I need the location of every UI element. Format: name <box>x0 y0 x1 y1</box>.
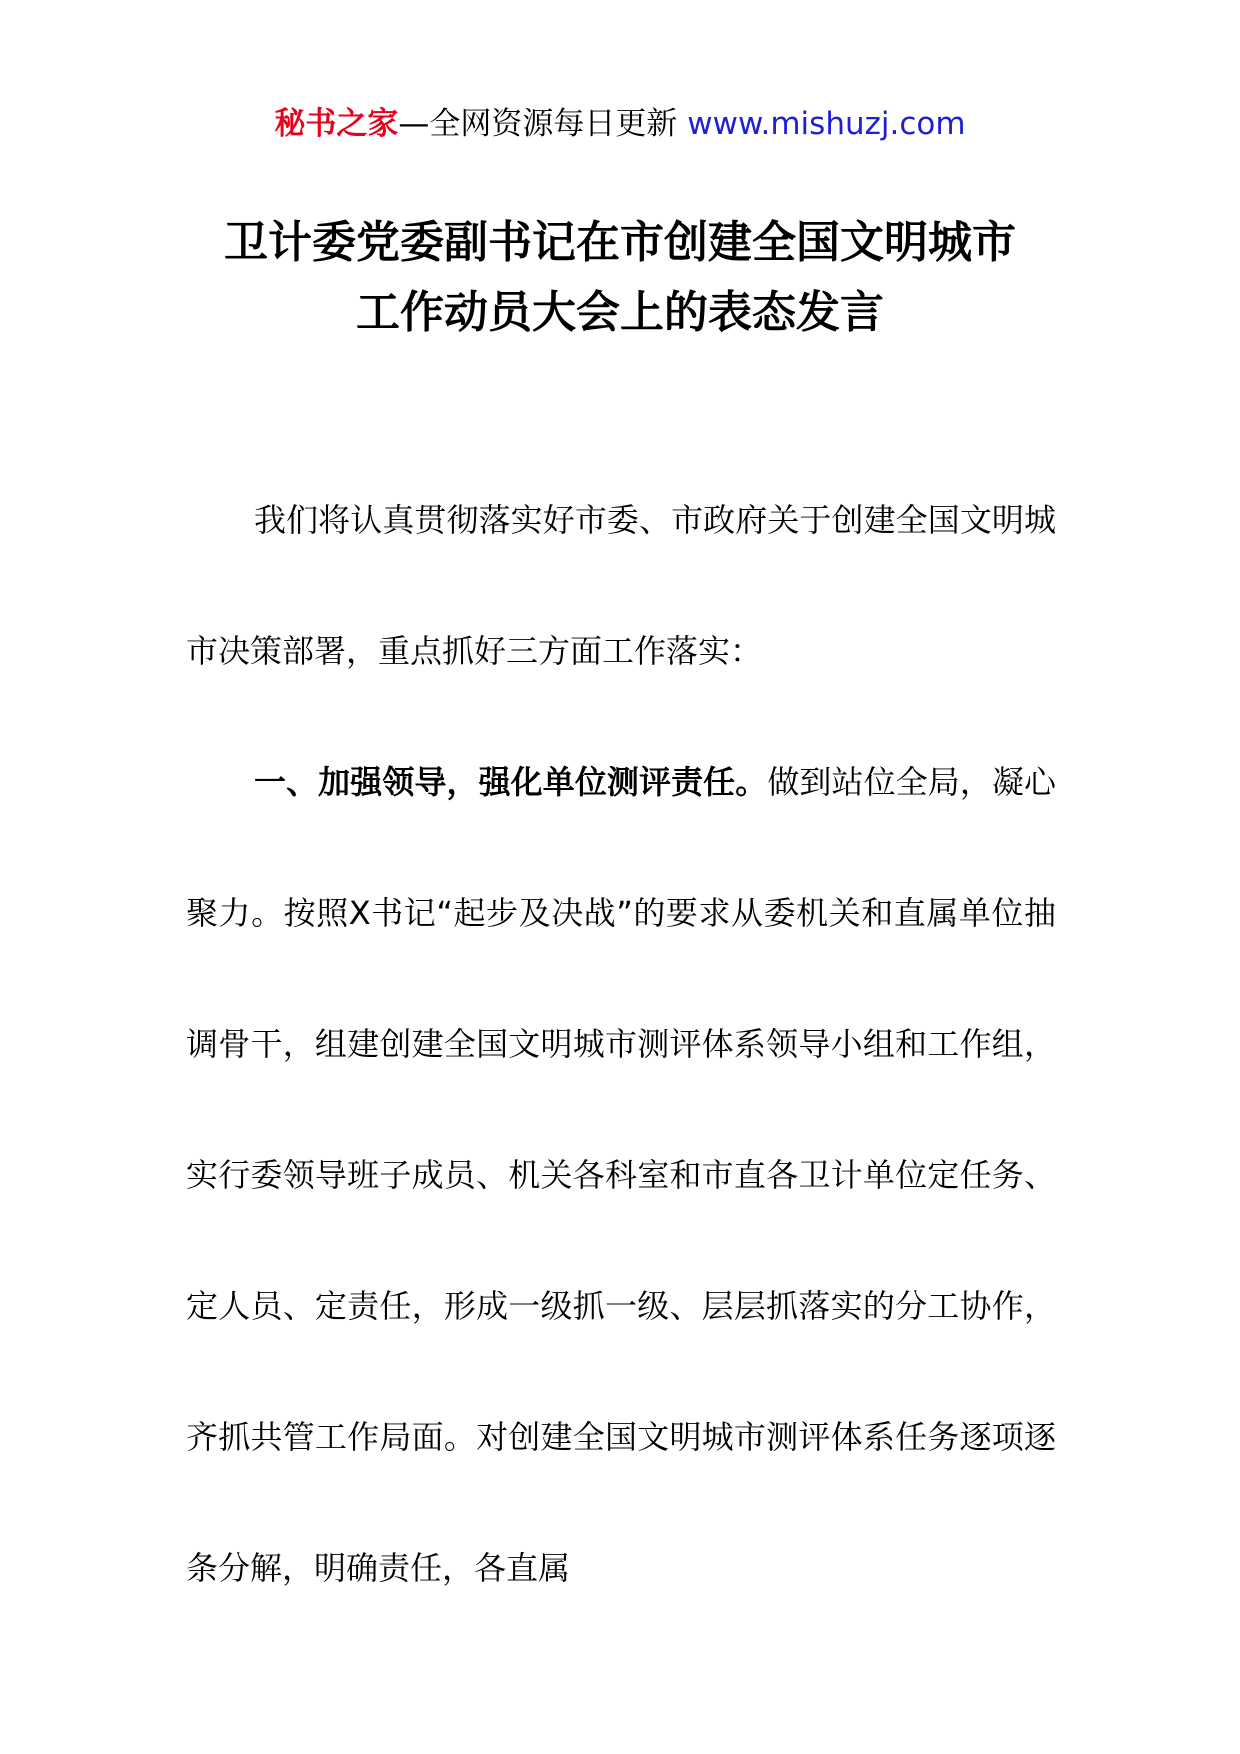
paragraph-intro: 我们将认真贯彻落实好市委、市政府关于创建全国文明城市决策部署，重点抓好三方面工作落实： <box>186 501 1056 670</box>
header-tagline: —全网资源每日更新 <box>398 106 678 142</box>
document-body <box>186 455 1056 1634</box>
title-line-1: 卫计委党委副书记在市创建全国文明城市 <box>224 217 1016 268</box>
title-line-2: 工作动员大会上的表态发言 <box>356 287 884 338</box>
document-title <box>110 208 1130 348</box>
paragraph-section-1 <box>186 717 1056 1634</box>
brand-name: 秘书之家 <box>274 106 399 142</box>
section-1-text: 做到站位全局，凝心聚力。按照X书记“起步及决战”的要求从委机关和直属单位抽调骨干，组建创建全国文明城市测评体系领导小组和工作组，实行委领导班子成员、机关各科室和市直各卫计单位定任务、定人员、定责任，形成一级抓一级、层层抓落实的分工协作，齐抓共管工作局面。对创建全国文明城市测评体系任务逐项逐条分解，明确责任，各直属 <box>186 763 1056 1587</box>
site-header <box>0 98 1240 150</box>
section-1-heading: 一、加强领导，强化单位测评责任。 <box>254 763 768 801</box>
site-url-link[interactable]: www.mishuzj.com <box>687 106 966 142</box>
